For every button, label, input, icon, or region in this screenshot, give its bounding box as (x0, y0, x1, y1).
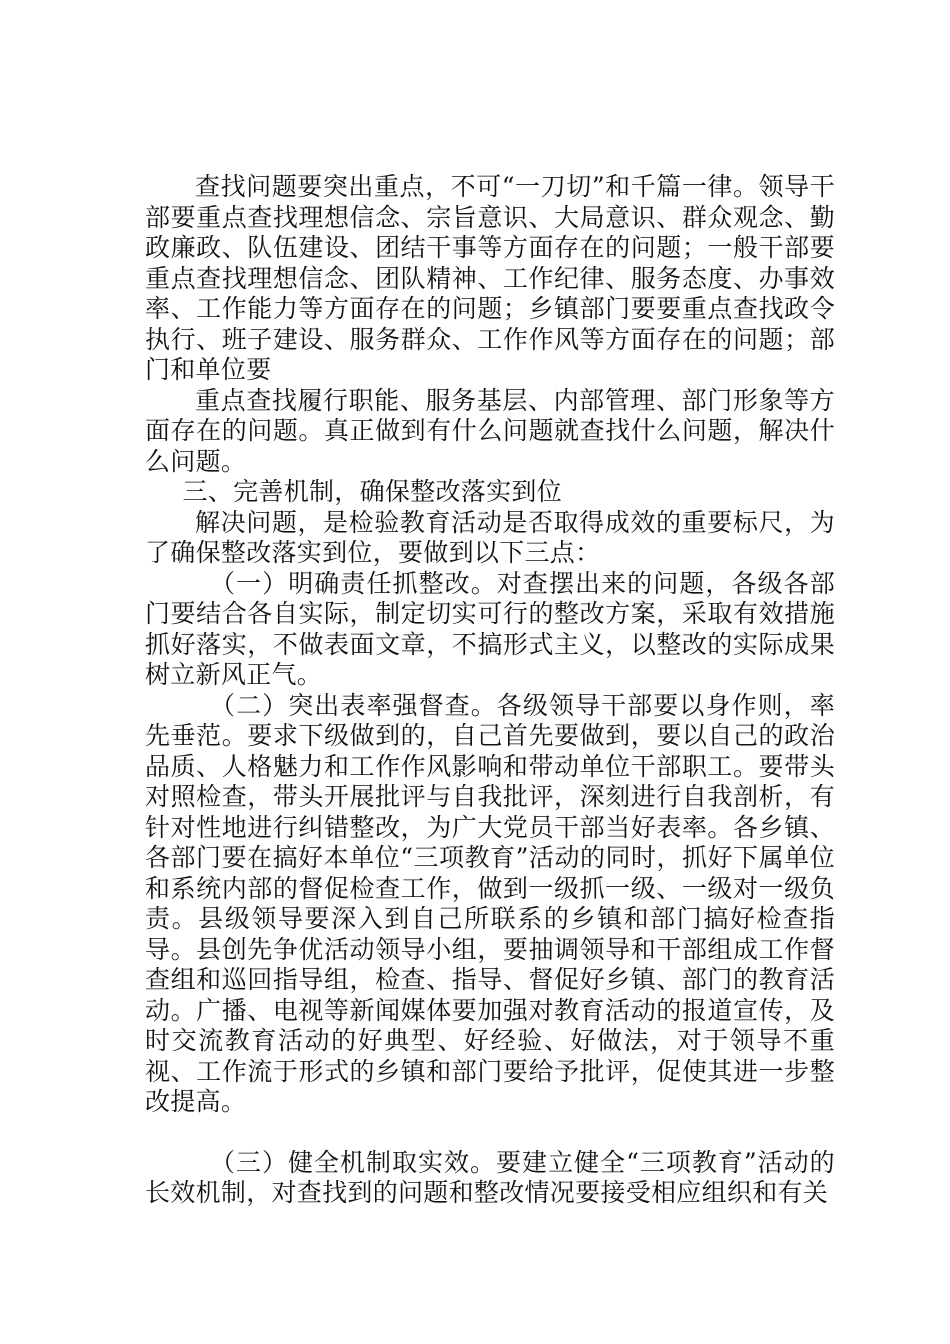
paragraph-3: 解决问题，是检验教育活动是否取得成效的重要标尺，为了确保整改落实到位，要做到以下三点： (145, 507, 835, 567)
paragraph-5: （二）突出表率强督查。各级领导干部要以身作则，率先垂范。要求下级做到的，自己首先要做到，要以自己的政治品质、人格魅力和工作作风影响和带动单位干部职工。要带头对照检查，带头开展批评与自我批评，深刻进行自我剖析，有针对性地进行纠错整改，为广大党员干部当好表率。各乡镇、各部门要在搞好本单位“三项教育”活动的同时，抓好下属单位和系统内部的督促检查工作，做到一级抓一级、一级对一级负责。县级领导要深入到自己所联系的乡镇和部门搞好检查指导。县创先争优活动领导小组，要抽调领导和干部组成工作督查组和巡回指导组，检查、指导、督促好乡镇、部门的教育活动。广播、电视等新闻媒体要加强对教育活动的报道宣传，及时交流教育活动的好典型、好经验、好做法，对于领导不重视、工作流于形式的乡镇和部门要给予批评，促使其进一步整改提高。 (145, 690, 835, 1116)
paragraph-4: （一）明确责任抓整改。对查摆出来的问题，各级各部门要结合各自实际，制定切实可行的整改方案，采取有效措施抓好落实，不做表面文章，不搞形式主义，以整改的实际成果树立新风正气。 (145, 568, 835, 689)
section-heading: 三、完善机制，确保整改落实到位 (182, 477, 563, 506)
paragraph-2: 重点查找履行职能、服务基层、内部管理、部门形象等方面存在的问题。真正做到有什么问题就查找什么问题，解决什么问题。 (145, 385, 835, 476)
paragraph-6: （三）健全机制取实效。要建立健全“三项教育”活动的长效机制，对查找到的问题和整改情况要接受相应组织和有关 (145, 1147, 835, 1207)
document-body (145, 172, 835, 1209)
paragraph-1: 查找问题要突出重点，不可“一刀切”和千篇一律。领导干部要重点查找理想信念、宗旨意识、大局意识、群众观念、勤政廉政、队伍建设、团结干事等方面存在的问题；一般干部要重点查找理想信念、团队精神、工作纪律、服务态度、办事效率、工作能力等方面存在的问题；乡镇部门要要重点查找政令执行、班子建设、服务群众、工作作风等方面存在的问题；部门和单位要 (145, 172, 835, 384)
